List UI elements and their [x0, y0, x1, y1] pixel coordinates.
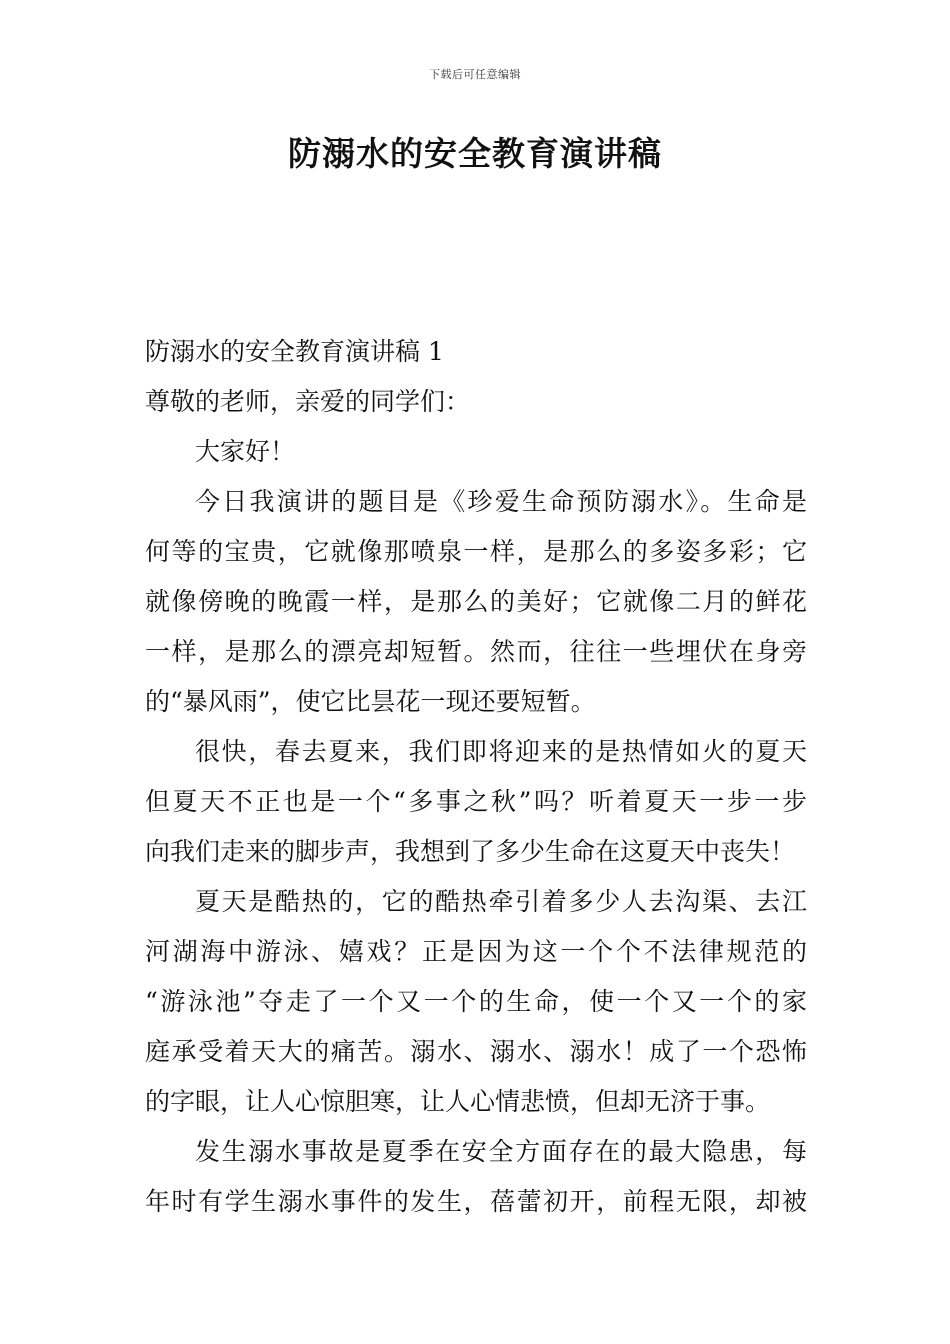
section-heading: 防溺水的安全教育演讲稿 1	[145, 337, 444, 366]
paragraph-3-line: 河湖海中游泳、嬉戏？正是因为这一个个不法律规范的	[145, 937, 807, 966]
paragraph-1-line: 何等的宝贵，它就像那喷泉一样，是那么的多姿多彩；它	[145, 537, 807, 566]
paragraph-2-line: 向我们走来的脚步声，我想到了多少生命在这夏天中丧失！	[145, 837, 796, 866]
paragraph-3-line: 的字眼，让人心惊胆寒，让人心情悲愤，但却无济于事。	[145, 1087, 771, 1116]
paragraph-1-line: 一样，是那么的漂亮却短暂。然而，往往一些埋伏在身旁	[145, 637, 807, 666]
document-body	[145, 327, 807, 1227]
paragraph-3-line: “游泳池”夺走了一个又一个的生命，使一个又一个的家	[145, 987, 807, 1016]
header-note: 下载后可任意编辑	[429, 68, 521, 81]
greeting: 大家好！	[195, 437, 296, 466]
paragraph-4-line: 年时有学生溺水事件的发生，蓓蕾初开，前程无限，却被	[145, 1187, 807, 1216]
paragraph-3-line: 夏天是酷热的，它的酷热牵引着多少人去沟渠、去江	[195, 887, 807, 916]
paragraph-2-line: 但夏天不正也是一个“多事之秋”吗？听着夏天一步一步	[145, 787, 807, 816]
paragraph-1-line: 的“暴风雨”，使它比昙花一现还要短暂。	[145, 687, 596, 716]
paragraph-3-line: 庭承受着天大的痛苦。溺水、溺水、溺水！成了一个恐怖	[145, 1037, 807, 1066]
document-title: 防溺水的安全教育演讲稿	[288, 134, 662, 173]
paragraph-1-line: 就像傍晚的晚霞一样，是那么的美好；它就像二月的鲜花	[145, 587, 807, 616]
salutation: 尊敬的老师，亲爱的同学们：	[145, 387, 471, 416]
paragraph-1-line: 今日我演讲的题目是《珍爱生命预防溺水》。生命是	[195, 487, 807, 516]
paragraph-2-line: 很快，春去夏来，我们即将迎来的是热情如火的夏天	[195, 737, 807, 766]
paragraph-4-line: 发生溺水事故是夏季在安全方面存在的最大隐患，每	[195, 1137, 807, 1166]
